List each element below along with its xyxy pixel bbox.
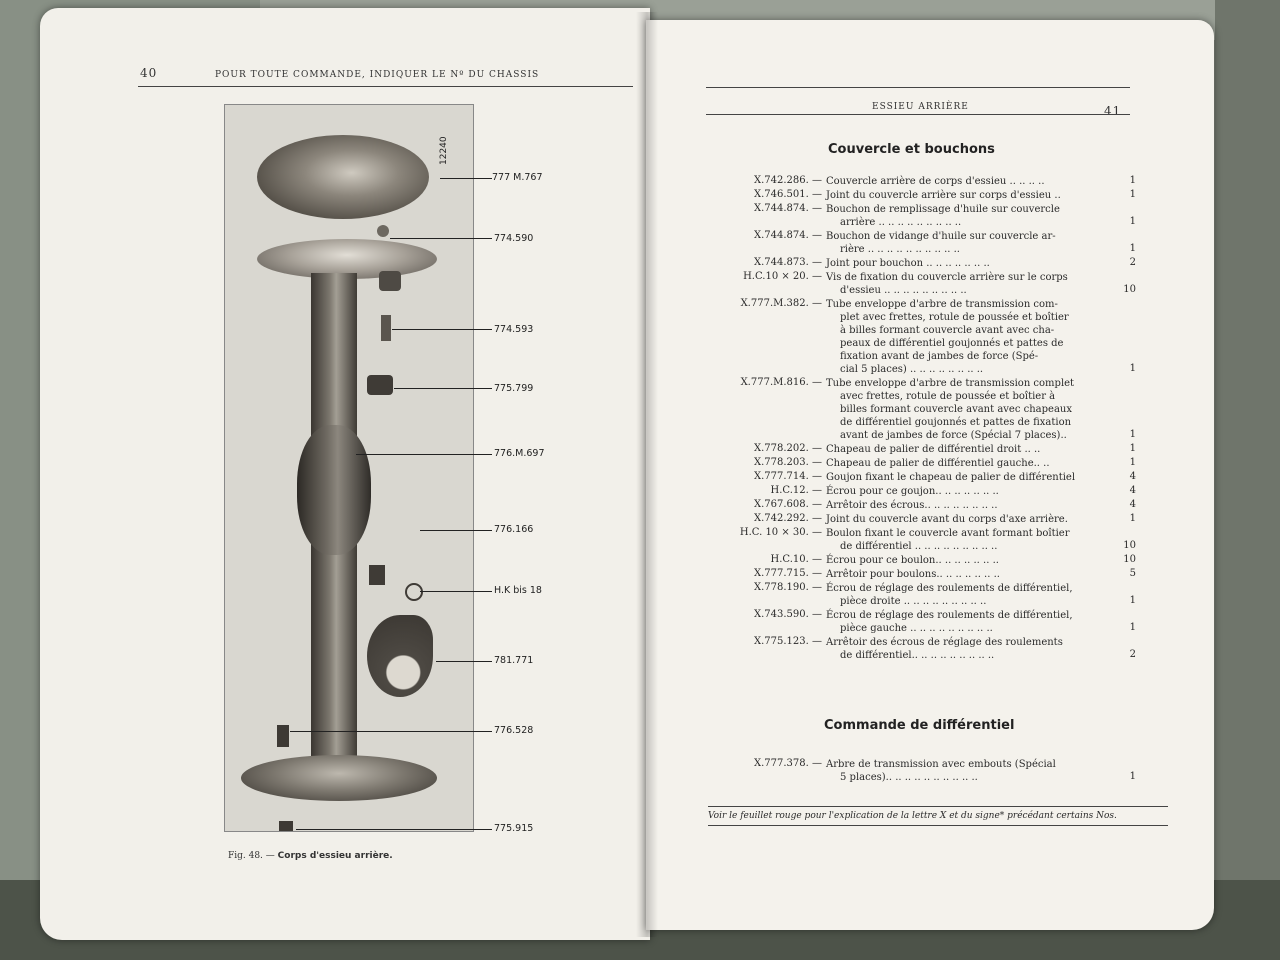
part-reference: X.767.608. —: [753, 499, 822, 510]
part-reference: H.C. 10 × 30. —: [739, 527, 822, 538]
description-line: Bouchon de remplissage d'huile sur couvercle: [826, 204, 1060, 215]
part-reference: X.742.292. —: [753, 513, 822, 524]
part-reference: H.C.12. —: [770, 485, 822, 496]
part-label: H.K bis 18: [494, 585, 542, 596]
description-line: avec frettes, rotule de poussée et boîtier à: [840, 391, 1056, 402]
description-line: Tube enveloppe d'arbre de transmission com-: [826, 299, 1058, 310]
part-quantity: 4: [1129, 471, 1136, 482]
left-page-number: 40: [140, 66, 158, 80]
washer-part: [405, 583, 423, 601]
part-reference: H.C.10 × 20. —: [743, 271, 822, 282]
part-quantity: 10: [1123, 554, 1136, 565]
part-reference: X.744.874. —: [753, 203, 822, 214]
part-label: 781.771: [494, 655, 534, 666]
part-reference: X.775.123. —: [753, 636, 822, 647]
filler-plug-part: [379, 271, 401, 291]
part-description: [826, 271, 1116, 297]
part-reference: X.777.M.382. —: [740, 298, 822, 309]
description-line: cial 5 places) .. .. .. .. .. .. .. ..: [840, 364, 984, 375]
description-line: rière .. .. .. .. .. .. .. .. .. ..: [840, 244, 960, 255]
description-line: arrière .. .. .. .. .. .. .. .. ..: [840, 217, 962, 228]
part-description: [826, 568, 1116, 581]
figure-caption: Fig. 48. — Corps d'essieu arrière.: [228, 851, 393, 861]
description-line: Écrou de réglage des roulements de différentiel,: [826, 583, 1073, 594]
part-description: [826, 189, 1116, 202]
description-line: fixation avant de jambes de force (Spé-: [840, 351, 1039, 362]
part-quantity: 1: [1129, 622, 1136, 633]
part-reference: X.778.190. —: [753, 582, 822, 593]
left-page-header: POUR TOUTE COMMANDE, INDIQUER LE Nº DU CHASSIS: [215, 70, 540, 80]
part-description: [826, 609, 1116, 635]
description-line: Bouchon de vidange d'huile sur couvercle ar-: [826, 231, 1056, 242]
description-line: Chapeau de palier de différentiel droit .. ..: [826, 444, 1041, 455]
right-page-number: 41: [1104, 104, 1122, 118]
leader-line: [394, 388, 492, 389]
part-reference: X.777.715. —: [753, 568, 822, 579]
section-title-couvercle: Couvercle et bouchons: [828, 142, 995, 157]
part-label: 777 M.767: [492, 172, 543, 183]
leader-line: [390, 238, 492, 239]
part-quantity: 1: [1129, 216, 1136, 227]
bracket-part: [369, 565, 385, 585]
leader-line: [420, 591, 492, 592]
description-line: plet avec frettes, rotule de poussée et boîtier: [840, 312, 1069, 323]
description-line: peaux de différentiel goujonnés et pattes de: [840, 338, 1064, 349]
part-description: [826, 203, 1116, 229]
part-reference: X.777.714. —: [753, 471, 822, 482]
part-description: [826, 298, 1116, 376]
description-line: Joint du couvercle avant du corps d'axe arrière.: [826, 514, 1068, 525]
description-line: Boulon fixant le couvercle avant formant boîtier: [826, 528, 1070, 539]
right-header-rule-top: [706, 87, 1130, 88]
part-description: [826, 443, 1116, 456]
part-description: [826, 758, 1116, 784]
part-label: 776.166: [494, 524, 534, 535]
part-description: [826, 471, 1116, 484]
part-description: [826, 457, 1116, 470]
description-line: de différentiel goujonnés et pattes de fixation: [840, 417, 1072, 428]
stud-part: [277, 725, 289, 747]
part-description: [826, 175, 1116, 188]
axle-housing-bulge: [297, 425, 371, 555]
description-line: de différentiel .. .. .. .. .. .. .. .. ..: [840, 541, 998, 552]
part-reference: X.742.286. —: [753, 175, 822, 186]
description-line: Écrou de réglage des roulements de différentiel,: [826, 610, 1073, 621]
part-quantity: 4: [1129, 485, 1136, 496]
part-description: [826, 554, 1116, 567]
part-label: 774.593: [494, 324, 534, 335]
leader-line: [436, 661, 492, 662]
description-line: pièce gauche .. .. .. .. .. .. .. .. ..: [840, 623, 993, 634]
part-reference: X.743.590. —: [753, 609, 822, 620]
part-reference: X.778.202. —: [753, 443, 822, 454]
part-reference: X.777.378. —: [753, 758, 822, 769]
leader-line: [440, 178, 492, 179]
part-quantity: 10: [1123, 540, 1136, 551]
description-line: Couvercle arrière de corps d'essieu .. .. .. ..: [826, 176, 1045, 187]
footnote: Voir le feuillet rouge pour l'explication de la lettre X et du signe* précédant certains Nos.: [708, 806, 1168, 826]
bolt-part: [381, 315, 391, 341]
description-line: Chapeau de palier de différentiel gauche.. ..: [826, 458, 1050, 469]
part-reference: H.C.10. —: [770, 554, 822, 565]
description-line: Goujon fixant le chapeau de palier de différentiel: [826, 472, 1076, 483]
description-line: Arbre de transmission avec embouts (Spécial: [826, 759, 1056, 770]
part-label: 775.799: [494, 383, 534, 394]
part-quantity: 5: [1129, 568, 1136, 579]
description-line: Tube enveloppe d'arbre de transmission complet: [826, 378, 1075, 389]
part-reference: X.744.873. —: [753, 257, 822, 268]
part-quantity: 2: [1129, 649, 1136, 660]
ball-part: [377, 225, 389, 237]
part-description: [826, 513, 1116, 526]
part-quantity: 1: [1129, 363, 1136, 374]
description-line: pièce droite .. .. .. .. .. .. .. .. ..: [840, 596, 987, 607]
axle-flange-bottom: [241, 755, 437, 801]
part-quantity: 1: [1129, 457, 1136, 468]
description-line: Vis de fixation du couvercle arrière sur le corps: [826, 272, 1068, 283]
part-label: 776.528: [494, 725, 534, 736]
description-line: Joint du couvercle arrière sur corps d'essieu ..: [826, 190, 1061, 201]
part-reference: X.744.874. —: [753, 230, 822, 241]
description-line: avant de jambes de force (Spécial 7 places)..: [840, 430, 1067, 441]
part-description: [826, 377, 1116, 442]
leader-line: [356, 454, 492, 455]
part-description: [826, 582, 1116, 608]
description-line: à billes formant couvercle avant avec cha-: [840, 325, 1055, 336]
part-quantity: 1: [1129, 175, 1136, 186]
part-description: [826, 230, 1116, 256]
description-line: Écrou pour ce boulon.. .. .. .. .. .. ..: [826, 555, 999, 566]
part-description: [826, 636, 1116, 662]
part-quantity: 1: [1129, 513, 1136, 524]
part-quantity: 1: [1129, 189, 1136, 200]
part-quantity: 1: [1129, 243, 1136, 254]
small-plug-part: [279, 821, 293, 831]
description-line: d'essieu .. .. .. .. .. .. .. .. ..: [840, 285, 967, 296]
part-quantity: 1: [1129, 595, 1136, 606]
part-quantity: 4: [1129, 499, 1136, 510]
lock-plate-part: [367, 615, 433, 697]
part-description: [826, 499, 1116, 512]
description-line: Arrêtoir des écrous de réglage des roulements: [826, 637, 1063, 648]
part-label: 774.590: [494, 233, 534, 244]
rear-cover-part: [257, 135, 429, 219]
part-quantity: 1: [1129, 771, 1136, 782]
left-header-rule: [138, 86, 633, 87]
description-line: Arrêtoir pour boulons.. .. .. .. .. .. ..: [826, 569, 1000, 580]
part-description: [826, 527, 1116, 553]
right-header-rule: [706, 114, 1130, 115]
section-title-commande: Commande de différentiel: [824, 718, 1015, 733]
description-line: billes formant couvercle avant avec chapeaux: [840, 404, 1072, 415]
part-quantity: 1: [1129, 429, 1136, 440]
part-description: [826, 485, 1116, 498]
right-page-header: ESSIEU ARRIÈRE: [872, 102, 969, 112]
part-label: 775.915: [494, 823, 534, 834]
part-reference: X.746.501. —: [753, 189, 822, 200]
part-quantity: 1: [1129, 443, 1136, 454]
book-gutter: [636, 12, 658, 937]
part-quantity: 10: [1123, 284, 1136, 295]
leader-line: [296, 829, 492, 830]
parts-figure: [224, 104, 474, 832]
part-quantity: 2: [1129, 257, 1136, 268]
part-reference: X.777.M.816. —: [740, 377, 822, 388]
part-label: 776.M.697: [494, 448, 545, 459]
description-line: Écrou pour ce goujon.. .. .. .. .. .. ..: [826, 486, 999, 497]
leader-line: [420, 530, 492, 531]
stamp-number: 12240: [439, 136, 449, 165]
background-right: [1215, 0, 1280, 960]
part-description: [826, 257, 1116, 270]
leader-line: [290, 731, 492, 732]
description-line: Arrêtoir des écrous.. .. .. .. .. .. .. ..: [826, 500, 998, 511]
part-reference: X.778.203. —: [753, 457, 822, 468]
description-line: 5 places).. .. .. .. .. .. .. .. .. ..: [840, 772, 978, 783]
description-line: de différentiel.. .. .. .. .. .. .. .. ..: [840, 650, 995, 661]
leader-line: [392, 329, 492, 330]
nut-part: [367, 375, 393, 395]
description-line: Joint pour bouchon .. .. .. .. .. .. ..: [826, 258, 990, 269]
